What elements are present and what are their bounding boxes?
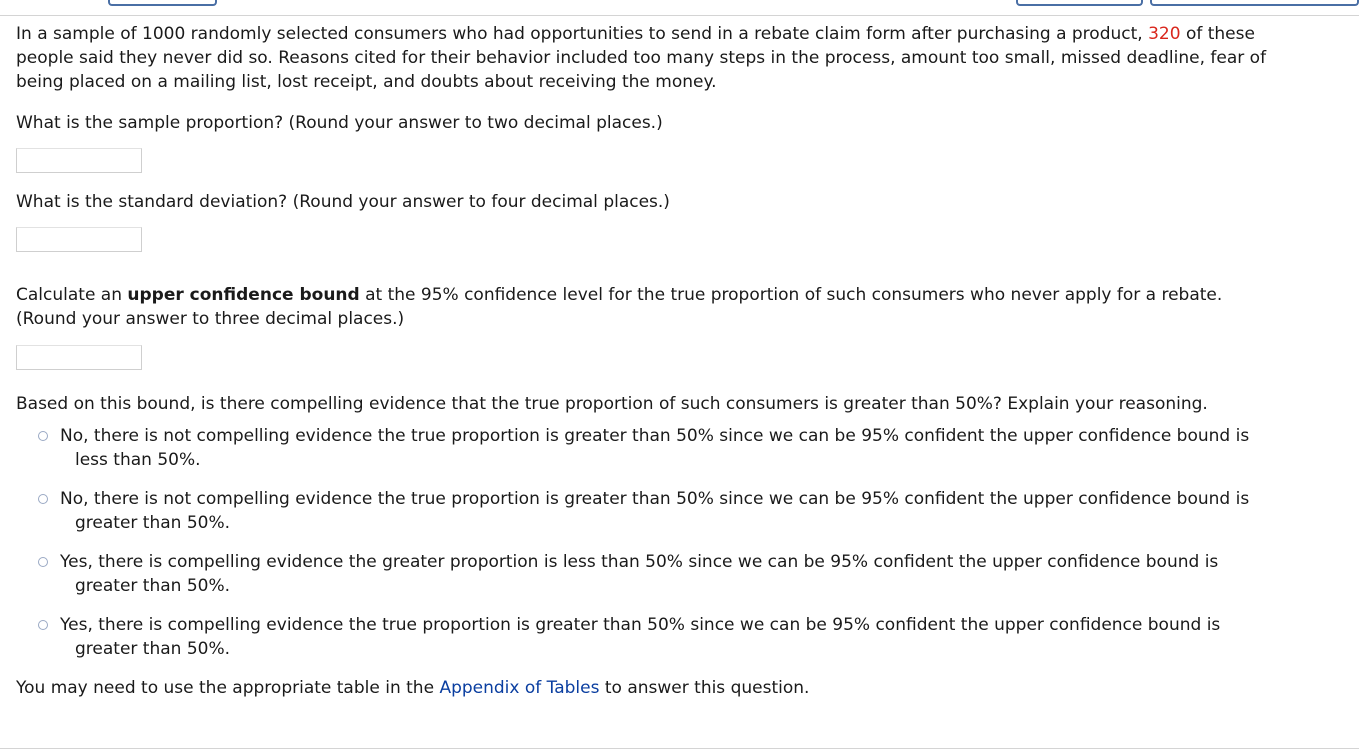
upper-bound-bold: upper confidence bound — [127, 285, 360, 305]
option-2-line-2: greater than 50%. — [75, 513, 231, 533]
radio-button-icon[interactable] — [38, 620, 48, 630]
intro-line-2: people said they never did so. Reasons cited for their behavior included too many steps in the process, amount too small, missed deadline, fear of — [16, 48, 1267, 68]
radio-button-icon[interactable] — [38, 557, 48, 567]
option-4[interactable] — [38, 613, 1350, 661]
top-tab-stub-middle[interactable] — [1016, 0, 1143, 6]
standard-deviation-input[interactable] — [16, 227, 142, 252]
problem-statement — [16, 22, 1350, 94]
option-3-line-1: Yes, there is compelling evidence the greater proportion is less than 50% since we can be 95% confident the upper confidence bound is — [60, 552, 1219, 572]
option-1-line-1: No, there is not compelling evidence the true proportion is greater than 50% since we can be 95% confident the upper confidence bound is — [60, 426, 1250, 446]
option-2-line-1: No, there is not compelling evidence the true proportion is greater than 50% since we can be 95% confident the upper confidence bound is — [60, 489, 1250, 509]
question-upper-bound — [16, 283, 1350, 307]
bottom-divider — [0, 748, 1359, 749]
option-1[interactable] — [38, 424, 1350, 472]
top-tab-stub-left[interactable] — [108, 0, 217, 6]
option-2[interactable] — [38, 487, 1350, 535]
option-4-line-2: greater than 50%. — [75, 639, 231, 659]
appendix-post: to answer this question. — [599, 678, 810, 698]
option-3-line-2: greater than 50%. — [75, 576, 231, 596]
appendix-note — [16, 676, 1350, 700]
question-compelling-evidence: Based on this bound, is there compelling evidence that the true proportion of such consumers is greater than 50%? Explain your reasoning. — [16, 394, 1208, 414]
intro-part2: of these — [1180, 24, 1255, 44]
radio-button-icon[interactable] — [38, 494, 48, 504]
top-tab-stub-right[interactable] — [1150, 0, 1359, 6]
answer-options — [38, 424, 1350, 661]
appendix-of-tables-link[interactable]: Appendix of Tables — [439, 678, 600, 698]
upper-bound-input[interactable] — [16, 345, 142, 370]
sample-proportion-input[interactable] — [16, 148, 142, 173]
intro-line-3: being placed on a mailing list, lost receipt, and doubts about receiving the money. — [16, 72, 717, 92]
appendix-pre: You may need to use the appropriate table in the — [16, 678, 440, 698]
upper-bound-pre: Calculate an — [16, 285, 128, 305]
sample-count-highlight: 320 — [1148, 24, 1181, 44]
intro-part1: In a sample of 1000 randomly selected consumers who had opportunities to send in a rebate claim form after purchasing a product, — [16, 24, 1149, 44]
upper-bound-post: at the 95% confidence level for the true proportion of such consumers who never apply for a rebate. — [359, 285, 1223, 305]
option-4-line-1: Yes, there is compelling evidence the true proportion is greater than 50% since we can be 95% confident the upper confidence bound is — [60, 615, 1221, 635]
option-1-line-2: less than 50%. — [75, 450, 201, 470]
question-standard-deviation: What is the standard deviation? (Round your answer to four decimal places.) — [16, 192, 670, 212]
top-bar — [0, 0, 1359, 16]
question-sample-proportion: What is the sample proportion? (Round your answer to two decimal places.) — [16, 113, 663, 133]
radio-button-icon[interactable] — [38, 431, 48, 441]
upper-bound-rounding: (Round your answer to three decimal places.) — [16, 309, 405, 329]
question-content — [16, 22, 1350, 700]
intro-line-1 — [16, 22, 1350, 46]
option-3[interactable] — [38, 550, 1350, 598]
